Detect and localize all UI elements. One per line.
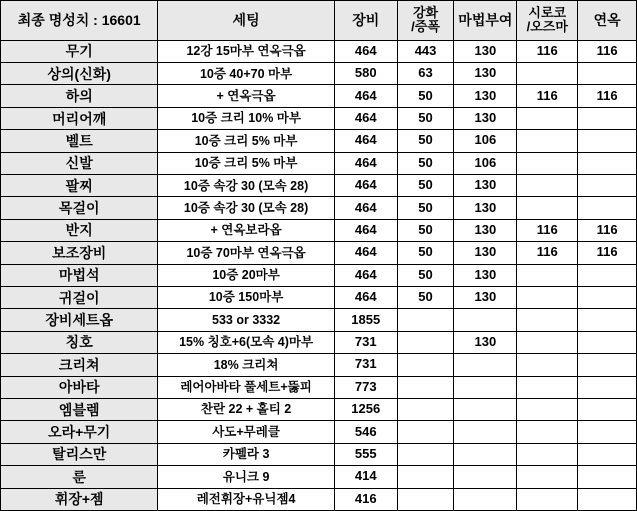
table-row xyxy=(1,264,637,286)
row-label: 보조장비 xyxy=(1,242,158,264)
row-enchant: 130 xyxy=(454,175,517,197)
row-purgatory xyxy=(578,488,637,511)
row-label: 무기 xyxy=(1,40,158,62)
row-enhance: 50 xyxy=(397,152,454,174)
row-purgatory xyxy=(578,376,637,398)
row-sirocco xyxy=(517,398,578,420)
row-gear: 464 xyxy=(334,107,397,129)
row-label: 신발 xyxy=(1,152,158,174)
row-label: 휘장+젬 xyxy=(1,488,158,511)
row-purgatory xyxy=(578,107,637,129)
row-sirocco: 116 xyxy=(517,40,578,62)
row-enhance xyxy=(397,309,454,331)
row-enhance: 443 xyxy=(397,40,454,62)
row-enchant: 106 xyxy=(454,152,517,174)
row-enhance xyxy=(397,376,454,398)
table-row xyxy=(1,309,637,331)
row-label: 탈리스만 xyxy=(1,443,158,465)
table-row xyxy=(1,354,637,376)
row-enchant xyxy=(454,398,517,420)
row-gear: 464 xyxy=(334,286,397,308)
column-header-sirocco-line1: 시로코 xyxy=(528,4,567,20)
row-sirocco xyxy=(517,286,578,308)
table-row xyxy=(1,40,637,62)
row-sirocco xyxy=(517,107,578,129)
row-enchant: 130 xyxy=(454,331,517,353)
row-setting: 유니크 9 xyxy=(158,466,334,488)
row-gear: 1256 xyxy=(334,398,397,420)
row-label: 상의(신화) xyxy=(1,63,158,85)
row-purgatory xyxy=(578,354,637,376)
column-header-enhance-line2: /증폭 xyxy=(411,19,440,35)
row-gear: 555 xyxy=(334,443,397,465)
row-enchant: 106 xyxy=(454,130,517,152)
row-setting: 사도+무레클 xyxy=(158,421,334,443)
row-enchant: 130 xyxy=(454,63,517,85)
row-setting: + 연옥극옵 xyxy=(158,85,334,107)
row-sirocco xyxy=(517,175,578,197)
row-sirocco xyxy=(517,309,578,331)
table-row xyxy=(1,488,637,511)
row-label: 엠블렘 xyxy=(1,398,158,420)
row-enchant xyxy=(454,466,517,488)
row-gear: 464 xyxy=(334,197,397,219)
row-gear: 731 xyxy=(334,331,397,353)
row-gear: 464 xyxy=(334,152,397,174)
row-setting: 15% 칭호+6(모속 4)마부 xyxy=(158,331,334,353)
row-setting: 10증 크리 5% 마부 xyxy=(158,130,334,152)
row-enchant: 130 xyxy=(454,40,517,62)
row-enchant: 130 xyxy=(454,219,517,241)
table-row xyxy=(1,443,637,465)
table-row xyxy=(1,85,637,107)
row-label: 팔찌 xyxy=(1,175,158,197)
row-enhance: 50 xyxy=(397,197,454,219)
table-row xyxy=(1,331,637,353)
row-gear: 464 xyxy=(334,175,397,197)
row-label: 반지 xyxy=(1,219,158,241)
row-enchant: 130 xyxy=(454,197,517,219)
column-header-sirocco xyxy=(517,1,578,41)
row-gear: 464 xyxy=(334,40,397,62)
row-sirocco: 116 xyxy=(517,85,578,107)
row-enhance xyxy=(397,488,454,511)
column-header-enhance xyxy=(397,1,454,41)
row-label: 칭호 xyxy=(1,331,158,353)
table-row xyxy=(1,421,637,443)
table-row xyxy=(1,466,637,488)
row-setting: 10증 70마부 연옥극옵 xyxy=(158,242,334,264)
row-purgatory xyxy=(578,63,637,85)
row-enchant: 130 xyxy=(454,107,517,129)
column-header-enchant: 마법부여 xyxy=(454,1,517,41)
row-enchant xyxy=(454,354,517,376)
row-setting: 레전휘장+유닉젬4 xyxy=(158,488,334,511)
row-sirocco: 116 xyxy=(517,219,578,241)
row-purgatory xyxy=(578,466,637,488)
table-row xyxy=(1,197,637,219)
column-header-sirocco-line2: /오즈마 xyxy=(526,19,568,35)
row-sirocco: 116 xyxy=(517,242,578,264)
row-label: 룬 xyxy=(1,466,158,488)
row-gear: 414 xyxy=(334,466,397,488)
row-setting: 10증 150마부 xyxy=(158,286,334,308)
row-gear: 464 xyxy=(334,130,397,152)
row-enhance: 50 xyxy=(397,85,454,107)
row-label: 크리쳐 xyxy=(1,354,158,376)
table-header-row xyxy=(1,1,637,41)
row-enhance: 50 xyxy=(397,242,454,264)
table-body xyxy=(1,1,637,511)
row-label: 장비세트옵 xyxy=(1,309,158,331)
row-label: 머리어깨 xyxy=(1,107,158,129)
row-setting: + 연옥보라옵 xyxy=(158,219,334,241)
row-sirocco xyxy=(517,354,578,376)
row-enchant: 130 xyxy=(454,264,517,286)
row-purgatory xyxy=(578,175,637,197)
row-gear: 546 xyxy=(334,421,397,443)
row-label: 귀걸이 xyxy=(1,286,158,308)
row-purgatory xyxy=(578,421,637,443)
table-row xyxy=(1,130,637,152)
table-row xyxy=(1,219,637,241)
row-purgatory xyxy=(578,264,637,286)
row-purgatory xyxy=(578,152,637,174)
row-setting: 10증 크리 5% 마부 xyxy=(158,152,334,174)
column-header-gear: 장비 xyxy=(334,1,397,41)
table-row xyxy=(1,152,637,174)
table-row xyxy=(1,175,637,197)
table-row xyxy=(1,376,637,398)
row-enchant: 130 xyxy=(454,286,517,308)
row-setting: 카펠라 3 xyxy=(158,443,334,465)
row-enhance xyxy=(397,421,454,443)
row-setting: 10증 크리 10% 마부 xyxy=(158,107,334,129)
row-label: 벨트 xyxy=(1,130,158,152)
row-purgatory: 116 xyxy=(578,85,637,107)
row-setting: 찬란 22 + 홀티 2 xyxy=(158,398,334,420)
row-setting: 10증 20마부 xyxy=(158,264,334,286)
row-gear: 731 xyxy=(334,354,397,376)
row-purgatory xyxy=(578,309,637,331)
row-enhance: 63 xyxy=(397,63,454,85)
row-enhance xyxy=(397,466,454,488)
row-gear: 580 xyxy=(334,63,397,85)
row-setting: 10증 속강 30 (모속 28) xyxy=(158,175,334,197)
row-gear: 464 xyxy=(334,85,397,107)
table-row xyxy=(1,286,637,308)
table-row xyxy=(1,242,637,264)
row-label: 마법석 xyxy=(1,264,158,286)
row-purgatory xyxy=(578,130,637,152)
row-setting: 레어아바타 풀세트+뚫피 xyxy=(158,376,334,398)
row-purgatory xyxy=(578,398,637,420)
row-enchant xyxy=(454,488,517,511)
row-label: 오라+무기 xyxy=(1,421,158,443)
row-enchant xyxy=(454,443,517,465)
row-sirocco xyxy=(517,152,578,174)
row-enhance xyxy=(397,331,454,353)
row-gear: 773 xyxy=(334,376,397,398)
row-enhance: 50 xyxy=(397,286,454,308)
row-setting: 533 or 3332 xyxy=(158,309,334,331)
row-sirocco xyxy=(517,331,578,353)
row-sirocco xyxy=(517,421,578,443)
column-header-setting: 세팅 xyxy=(158,1,334,41)
row-purgatory xyxy=(578,443,637,465)
row-purgatory: 116 xyxy=(578,242,637,264)
row-enchant: 130 xyxy=(454,85,517,107)
row-enchant xyxy=(454,309,517,331)
table-row xyxy=(1,107,637,129)
row-enhance: 50 xyxy=(397,219,454,241)
row-enhance: 50 xyxy=(397,175,454,197)
row-label: 아바타 xyxy=(1,376,158,398)
row-enchant: 130 xyxy=(454,242,517,264)
row-setting: 18% 크리쳐 xyxy=(158,354,334,376)
row-purgatory xyxy=(578,286,637,308)
row-label: 목걸이 xyxy=(1,197,158,219)
table-row xyxy=(1,398,637,420)
row-gear: 464 xyxy=(334,264,397,286)
row-sirocco xyxy=(517,488,578,511)
row-purgatory xyxy=(578,331,637,353)
row-enhance: 50 xyxy=(397,107,454,129)
column-header-enhance-line1: 강화 xyxy=(412,4,439,20)
row-sirocco xyxy=(517,130,578,152)
row-sirocco xyxy=(517,197,578,219)
table-row xyxy=(1,63,637,85)
column-header-purgatory: 연옥 xyxy=(578,1,637,41)
row-purgatory: 116 xyxy=(578,40,637,62)
row-sirocco xyxy=(517,376,578,398)
row-gear: 464 xyxy=(334,242,397,264)
row-gear: 1855 xyxy=(334,309,397,331)
row-enchant xyxy=(454,376,517,398)
row-setting: 10증 속강 30 (모속 28) xyxy=(158,197,334,219)
row-label: 하의 xyxy=(1,85,158,107)
row-purgatory xyxy=(578,197,637,219)
row-setting: 12강 15마부 연옥극옵 xyxy=(158,40,334,62)
row-purgatory: 116 xyxy=(578,219,637,241)
row-sirocco xyxy=(517,443,578,465)
row-sirocco xyxy=(517,466,578,488)
page-title: 최종 명성치 : 16601 xyxy=(1,1,158,41)
row-enhance xyxy=(397,398,454,420)
row-enhance xyxy=(397,443,454,465)
row-enhance xyxy=(397,354,454,376)
row-gear: 464 xyxy=(334,219,397,241)
row-setting: 10증 40+70 마부 xyxy=(158,63,334,85)
row-gear: 416 xyxy=(334,488,397,511)
row-enhance: 50 xyxy=(397,264,454,286)
row-sirocco xyxy=(517,264,578,286)
row-enchant xyxy=(454,421,517,443)
row-sirocco xyxy=(517,63,578,85)
row-enhance: 50 xyxy=(397,130,454,152)
